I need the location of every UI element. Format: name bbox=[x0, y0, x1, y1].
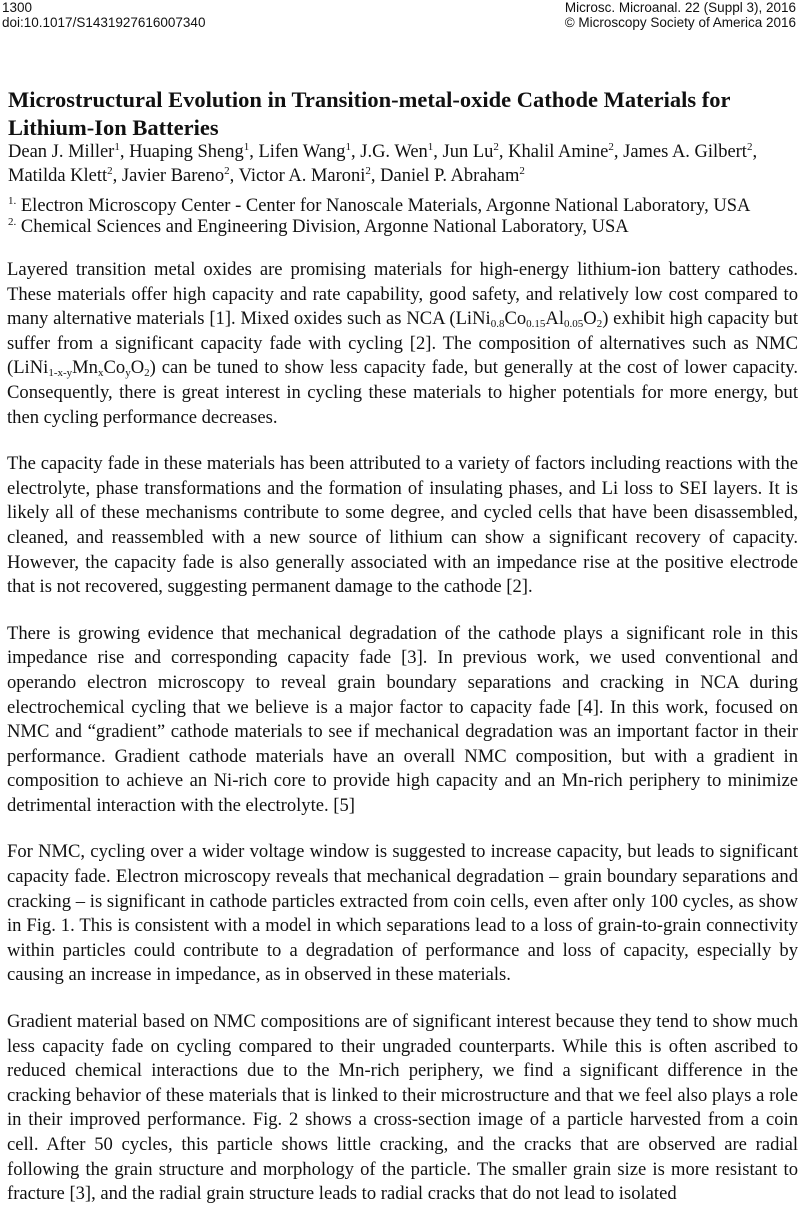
affiliations bbox=[8, 196, 798, 238]
author-name: Matilda Klett bbox=[8, 166, 108, 186]
paragraph bbox=[7, 258, 798, 430]
author-affiliation-mark: 2 bbox=[493, 141, 499, 153]
doi: doi:10.1017/S1431927616007340 bbox=[2, 15, 206, 30]
page-header-right bbox=[565, 0, 796, 30]
author bbox=[443, 142, 509, 162]
author-separator: , bbox=[752, 142, 758, 162]
author-affiliation-mark: 1 bbox=[114, 141, 120, 153]
subscript: x bbox=[97, 367, 104, 380]
body-text bbox=[7, 258, 798, 1229]
text-run: O bbox=[583, 308, 597, 330]
text-run: Co bbox=[103, 357, 126, 379]
author-affiliation-mark: 2 bbox=[608, 141, 614, 153]
paper-title: Microstructural Evolution in Transition-metal-oxide Cathode Materials for Lithium-Ion Batteries bbox=[8, 87, 731, 140]
author-affiliation-mark: 2 bbox=[107, 165, 113, 177]
author-separator: , bbox=[249, 142, 259, 162]
author bbox=[8, 166, 122, 186]
text-run: Mn bbox=[72, 357, 98, 379]
affiliation-number: 2. bbox=[8, 216, 17, 228]
paragraph bbox=[7, 1010, 798, 1207]
page-number: 1300 bbox=[2, 0, 33, 15]
page-header-left bbox=[2, 0, 205, 30]
author-affiliation-mark: 1 bbox=[243, 141, 250, 153]
author-separator: , bbox=[613, 142, 624, 162]
text-run: Co bbox=[504, 308, 527, 330]
journal-citation: Microsc. Microanal. 22 (Suppl 3), 2016 bbox=[564, 0, 796, 15]
author-separator: , bbox=[229, 166, 239, 186]
author-separator: , bbox=[498, 142, 509, 162]
author-affiliation-mark: 1 bbox=[427, 141, 434, 153]
author-name: Khalil Amine bbox=[508, 142, 609, 162]
author-name: Daniel P. Abraham bbox=[380, 166, 520, 186]
author bbox=[380, 166, 525, 186]
author bbox=[623, 142, 757, 162]
author bbox=[508, 142, 623, 162]
subscript: 0.8 bbox=[490, 318, 505, 331]
author-name: James A. Gilbert bbox=[623, 142, 747, 162]
text-run: For NMC, cycling over a wider voltage window is suggested to increase capacity, but leads to significant capacity fade. Electron microscopy reveals that mechanical degradation – grain boundary separations and cracking – is significant in cathode particles extracted from coin cells, even after only 100 cycles, as show in Fig. 1. This is consistent with a model in which separations lead to a loss of grain-to-grain connectivity within particles could contribute to a degradation of performance and loss of capacity, especially by causing an increase in impedance, as in observed in these materials. bbox=[7, 841, 798, 986]
author-affiliation-mark: 2 bbox=[224, 165, 230, 177]
paragraph bbox=[7, 840, 798, 988]
author-separator: , bbox=[119, 142, 130, 162]
author-affiliation-mark: 2 bbox=[365, 165, 371, 177]
author-list bbox=[8, 140, 798, 188]
author-name: Jun Lu bbox=[442, 142, 494, 162]
text-run: ) exhibit high capacity but suffer from a significant capacity fade with cycling [2]. The composition of alternatives such as NMC (LiNi bbox=[7, 308, 798, 379]
author-separator: , bbox=[351, 142, 361, 162]
subscript: 0.05 bbox=[564, 318, 584, 331]
subscript: 2 bbox=[596, 318, 603, 331]
text-run: Layered transition metal oxides are promising materials for high-energy lithium-ion battery cathodes. These materials offer high capacity and rate capability, good safety, and relatively low cost compared to many alternative materials [1]. Mixed oxides such as NCA (LiNi bbox=[7, 259, 798, 330]
paragraph bbox=[7, 452, 798, 600]
author bbox=[122, 166, 239, 186]
author-name: J.G. Wen bbox=[360, 142, 428, 162]
text-run: ) can be tuned to show less capacity fade, but generally at the cost of lower capacity. Consequently, there is great interest in cycling these materials to higher potentials for more energy, but then cycling performance decreases. bbox=[7, 357, 798, 428]
author bbox=[129, 142, 258, 162]
subscript: y bbox=[125, 367, 131, 380]
text-run: There is growing evidence that mechanical degradation of the cathode plays a significant role in this impedance rise and corresponding capacity fade [3]. In previous work, we used conventional and operando electron microscopy to reveal grain boundary separations and cracking in NCA during electrochemical cycling that we believe is a major factor to capacity fade [4]. In this work, focused on NMC and “gradient” cathode materials to see if mechanical degradation was an important factor in their performance. Gradient cathode materials have an overall NMC composition, but with a gradient in composition to achieve an Ni-rich core to provide high capacity and an Mn-rich periphery to minimize detrimental interaction with the electrolyte. [5] bbox=[7, 622, 798, 816]
author bbox=[258, 142, 360, 162]
author-separator: , bbox=[433, 142, 443, 162]
subscript: 2 bbox=[144, 367, 150, 380]
affiliation bbox=[8, 217, 798, 238]
author-name: Huaping Sheng bbox=[129, 142, 244, 162]
author-affiliation-mark: 2 bbox=[519, 165, 525, 177]
copyright: © Microscopy Society of America 2016 bbox=[564, 15, 796, 30]
affiliation-number: 1. bbox=[8, 195, 17, 207]
subscript: 1-x-y bbox=[48, 367, 73, 380]
author bbox=[360, 142, 442, 162]
author-separator: , bbox=[112, 166, 122, 186]
affiliation bbox=[8, 196, 798, 217]
author-separator: , bbox=[370, 166, 381, 186]
text-run: The capacity fade in these materials has been attributed to a variety of factors including reactions with the electrolyte, phase transformations and the formation of insulating phases, and Li loss to SEI layers. It is likely all of these mechanisms contribute to some degree, and cycled cells that have been disassembled, cleaned, and reassembled with a new source of lithium can show a significant recovery of capacity. However, the capacity fade is also generally associated with an impedance rise at the positive electrode that is not recovered, suggesting permanent damage to the cathode [2]. bbox=[7, 453, 798, 598]
author-affiliation-mark: 1 bbox=[345, 141, 351, 153]
author-name: Javier Bareno bbox=[121, 166, 225, 186]
subscript: 0.15 bbox=[526, 318, 546, 331]
author bbox=[8, 142, 129, 162]
affiliation-text: Chemical Sciences and Engineering Division, Argonne National Laboratory, USA bbox=[16, 217, 629, 237]
author-name: Victor A. Maroni bbox=[238, 166, 366, 186]
paragraph bbox=[7, 622, 798, 819]
text-run: Gradient material based on NMC compositions are of significant interest because they tend to show much less capacity fade on cycling compared to their ungraded counterparts. While this is often ascribed to reduced chemical interactions due to the Mn-rich periphery, we find a significant difference in the cracking behavior of these materials that is linked to their microstructure and that we feel also plays a role in their improved performance. Fig. 2 shows a cross-section image of a particle harvested from a coin cell. After 50 cycles, this particle shows little cracking, and the cracks that are observed are radial following the grain structure and morphology of the particle. The smaller grain size is more resistant to fracture [3], and the radial grain structure leads to radial cracks that do not lead to isolated bbox=[7, 1011, 798, 1205]
author-name: Lifen Wang bbox=[258, 142, 346, 162]
text-run: Al bbox=[545, 308, 564, 330]
text-run: O bbox=[130, 357, 145, 379]
author bbox=[239, 166, 381, 186]
author-affiliation-mark: 2 bbox=[746, 141, 753, 153]
affiliation-text: Electron Microscopy Center - Center for Nanoscale Materials, Argonne National Laboratory, USA bbox=[16, 196, 751, 216]
author-name: Dean J. Miller bbox=[8, 142, 115, 162]
